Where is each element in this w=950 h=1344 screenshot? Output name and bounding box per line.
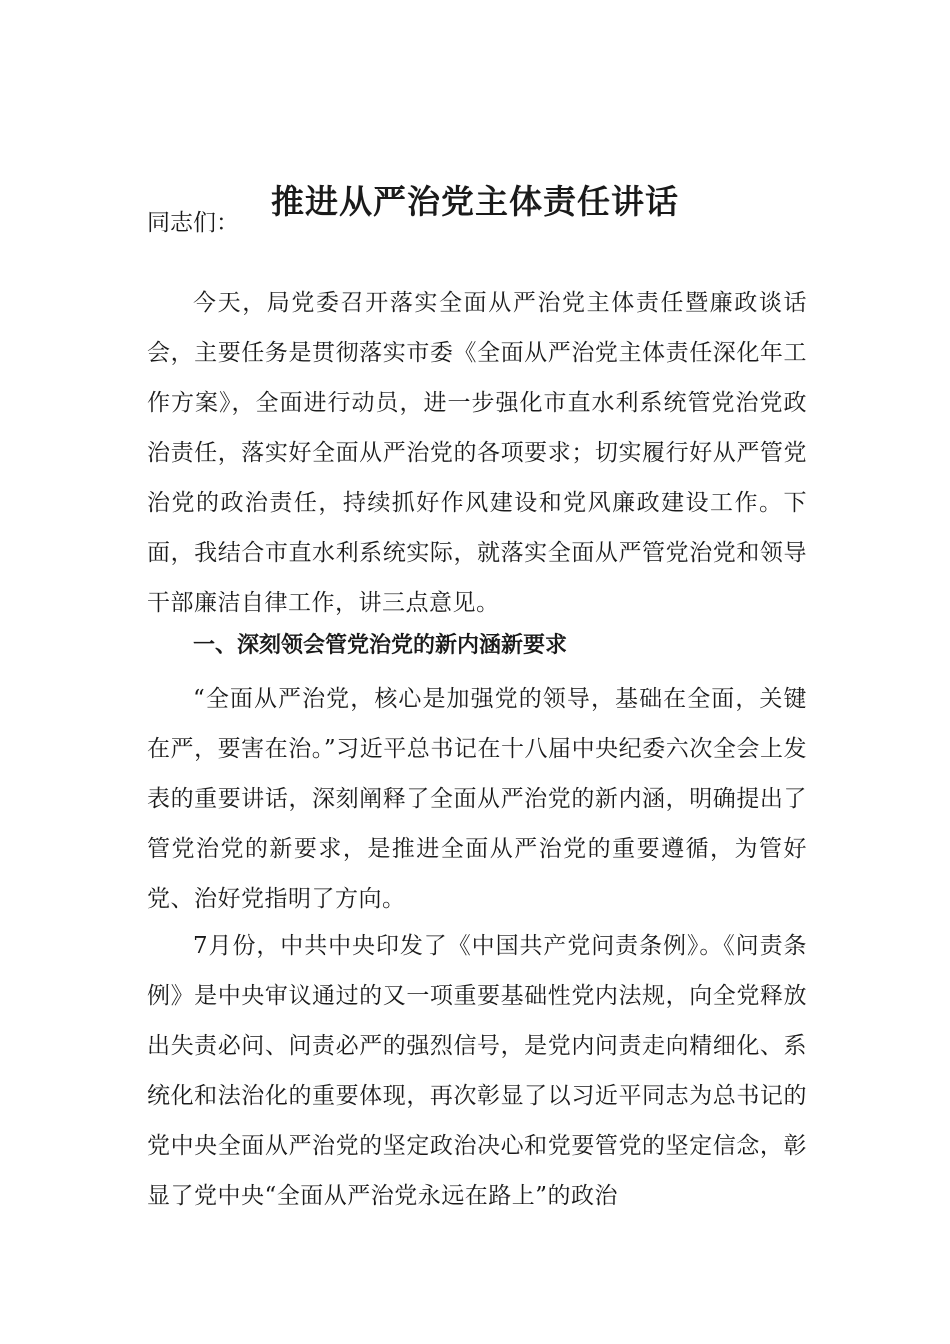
paragraph-intro: 今天，局党委召开落实全面从严治党主体责任暨廉政谈话会，主要任务是贯彻落实市委《全面从严治党主体责任深化年工作方案》，全面进行动员，进一步强化市直水利系统管党治党政治责任，落实好全面从严治党的各项要求；切实履行好从严管党治党的政治责任，持续抓好作风建设和党风廉政建设工作。下面，我结合市直水利系统实际，就落实全面从严管党治党和领导干部廉洁自律工作，讲三点意见。 [147,290,807,616]
section-heading-1: 一、深刻领会管党治党的新内涵新要求 [193,633,568,658]
document-title: 推进从严治党主体责任讲话 [271,182,679,221]
paragraph-accountability: 7月份，中共中央印发了《中国共产党问责条例》。《问责条例》是中央审议通过的又一项重要基础性党内法规，向全党释放出失责必问、问责必严的强烈信号，是党内问责走向精细化、系统化和法治化的重要体现，再次彰显了以习近平同志为总书记的党中央全面从严治党的坚定政治决心和党要管党的坚定信念，彰显了党中央“全面从严治党永远在路上”的政治 [147,933,807,1209]
salutation: 同志们： [147,210,239,236]
paragraph-quote: “全面从严治党，核心是加强党的领导，基础在全面，关键在严，要害在治。”习近平总书记在十八届中央纪委六次全会上发表的重要讲话，深刻阐释了全面从严治党的新内涵，明确提出了管党治党的新要求，是推进全面从严治党的重要遵循，为管好党、治好党指明了方向。 [147,686,807,912]
